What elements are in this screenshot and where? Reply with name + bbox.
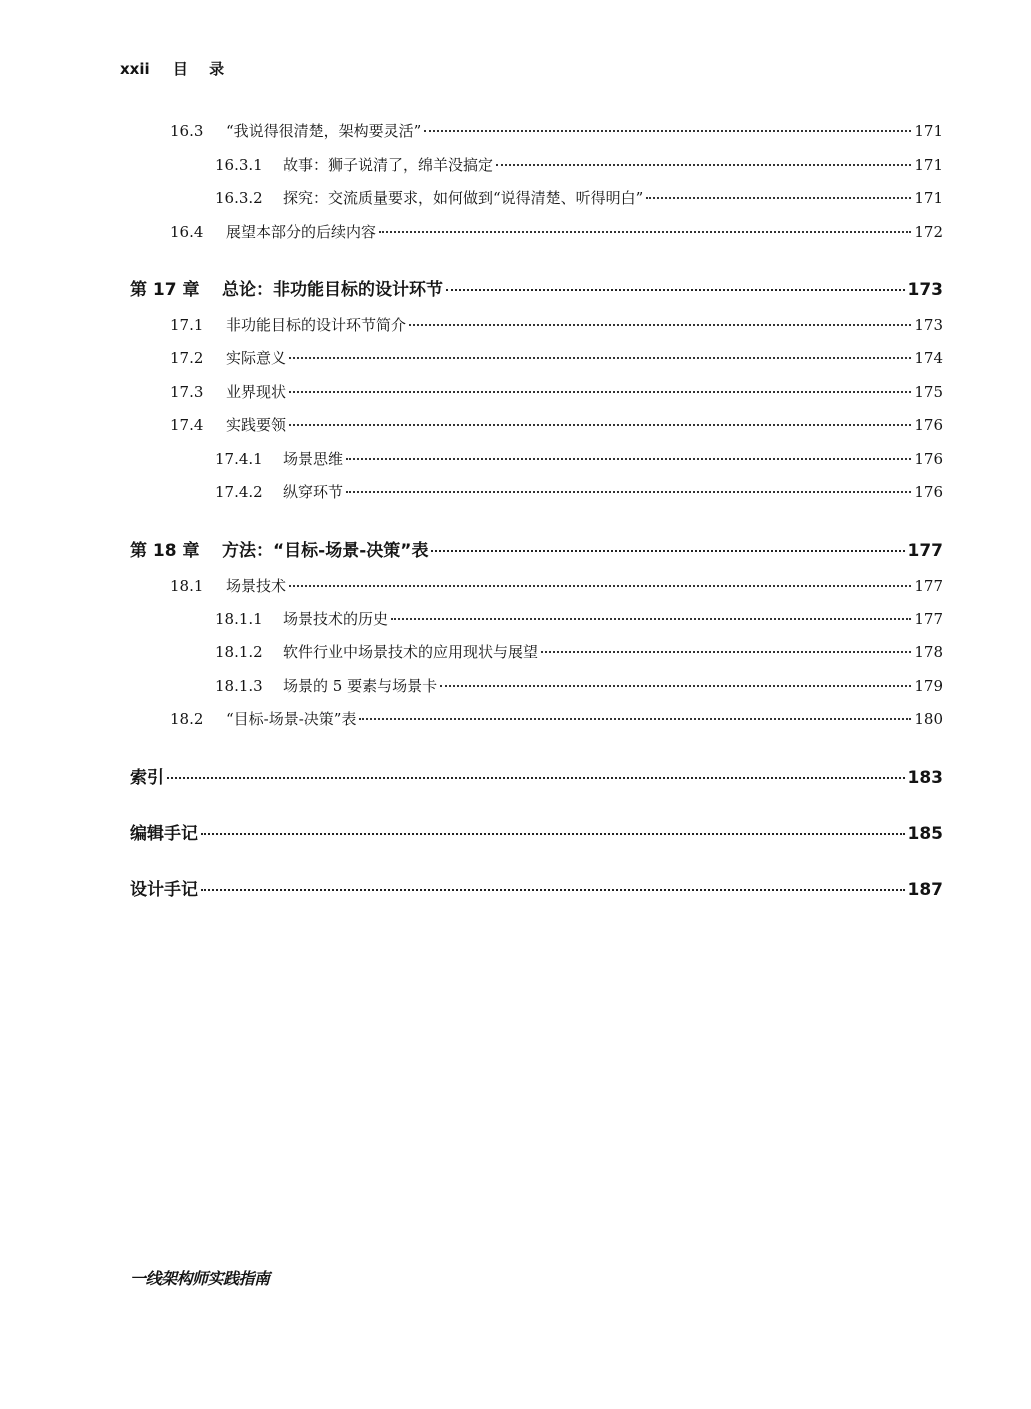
entry-number: 17.4.1 bbox=[215, 450, 263, 468]
dot-leader bbox=[379, 231, 911, 233]
toc-entry[interactable] bbox=[170, 347, 943, 368]
entry-number: 16.3 bbox=[170, 122, 204, 140]
toc-entry[interactable] bbox=[215, 187, 943, 208]
entry-number: 18.2 bbox=[170, 710, 204, 728]
entry-page: 175 bbox=[914, 383, 943, 401]
page-number: xxii bbox=[120, 60, 150, 78]
toc-entry[interactable] bbox=[215, 675, 943, 696]
toc-design-notes-entry[interactable] bbox=[130, 875, 943, 900]
toc-entry[interactable] bbox=[170, 221, 943, 242]
toc-entry[interactable] bbox=[170, 708, 943, 729]
entry-number: 17.3 bbox=[170, 383, 204, 401]
dot-leader bbox=[541, 651, 911, 653]
entry-number: 18.1 bbox=[170, 577, 204, 595]
chapter-page: 177 bbox=[907, 541, 943, 561]
entry-title: 探究：交流质量要求，如何做到“说得清楚、听得明白” bbox=[283, 189, 644, 207]
index-title: 索引 bbox=[130, 768, 164, 788]
dot-leader bbox=[289, 585, 911, 587]
toc-editor-notes-entry[interactable] bbox=[130, 819, 943, 844]
chapter-title: 总论：非功能目标的设计环节 bbox=[222, 280, 443, 300]
entry-title: 故事：狮子说清了，绵羊没搞定 bbox=[283, 156, 494, 174]
dot-leader bbox=[201, 889, 905, 891]
toc-chapter-entry[interactable] bbox=[130, 536, 943, 561]
page-header bbox=[120, 58, 232, 79]
toc-entry[interactable] bbox=[215, 154, 943, 175]
entry-page: 180 bbox=[914, 710, 943, 728]
dot-leader bbox=[346, 491, 911, 493]
toc-entry[interactable] bbox=[215, 448, 943, 469]
editor-notes-page: 185 bbox=[907, 824, 943, 844]
entry-title: 场景技术的历史 bbox=[283, 610, 389, 628]
entry-page: 174 bbox=[914, 349, 943, 367]
toc-entry[interactable] bbox=[170, 575, 943, 596]
design-notes-title: 设计手记 bbox=[130, 880, 198, 900]
running-title: 目 录 bbox=[172, 60, 233, 78]
dot-leader bbox=[201, 833, 905, 835]
entry-page: 172 bbox=[914, 223, 943, 241]
entry-title: 场景的 5 要素与场景卡 bbox=[283, 677, 438, 695]
editor-notes-title: 编辑手记 bbox=[130, 824, 198, 844]
design-notes-page: 187 bbox=[907, 880, 943, 900]
entry-title: 软件行业中场景技术的应用现状与展望 bbox=[283, 643, 539, 661]
entry-title: “目标-场景-决策”表 bbox=[226, 710, 357, 728]
entry-page: 176 bbox=[914, 483, 943, 501]
toc-entry[interactable] bbox=[170, 314, 943, 335]
toc-entry[interactable] bbox=[170, 414, 943, 435]
toc-chapter-entry[interactable] bbox=[130, 275, 943, 300]
chapter-number: 第 17 章 bbox=[130, 280, 200, 300]
entry-page: 176 bbox=[914, 416, 943, 434]
entry-page: 177 bbox=[914, 577, 943, 595]
toc-entry[interactable] bbox=[215, 481, 943, 502]
dot-leader bbox=[431, 550, 904, 552]
book-title-footer: 一线架构师实践指南 bbox=[130, 1269, 270, 1288]
dot-leader bbox=[289, 391, 911, 393]
entry-page: 171 bbox=[914, 189, 943, 207]
entry-number: 17.4 bbox=[170, 416, 204, 434]
dot-leader bbox=[409, 324, 911, 326]
entry-title: 业界现状 bbox=[226, 383, 287, 401]
dot-leader bbox=[359, 718, 911, 720]
toc-entry[interactable] bbox=[215, 608, 943, 629]
entry-number: 16.3.1 bbox=[215, 156, 263, 174]
entry-title: 展望本部分的后续内容 bbox=[226, 223, 377, 241]
dot-leader bbox=[167, 777, 905, 779]
entry-page: 171 bbox=[914, 156, 943, 174]
entry-number: 18.1.2 bbox=[215, 643, 263, 661]
entry-number: 16.4 bbox=[170, 223, 204, 241]
entry-title: 实际意义 bbox=[226, 349, 287, 367]
entry-title: 场景思维 bbox=[283, 450, 344, 468]
dot-leader bbox=[496, 164, 911, 166]
chapter-page: 173 bbox=[907, 280, 943, 300]
entry-page: 176 bbox=[914, 450, 943, 468]
entry-page: 177 bbox=[914, 610, 943, 628]
dot-leader bbox=[391, 618, 911, 620]
dot-leader bbox=[424, 130, 911, 132]
entry-page: 179 bbox=[914, 677, 943, 695]
dot-leader bbox=[446, 289, 905, 291]
dot-leader bbox=[346, 458, 911, 460]
chapter-number: 第 18 章 bbox=[130, 541, 200, 561]
entry-number: 17.4.2 bbox=[215, 483, 263, 501]
dot-leader bbox=[440, 685, 911, 687]
entry-title: 场景技术 bbox=[226, 577, 287, 595]
entry-page: 173 bbox=[914, 316, 943, 334]
dot-leader bbox=[646, 197, 911, 199]
toc-entry[interactable] bbox=[170, 381, 943, 402]
entry-title: 纵穿环节 bbox=[283, 483, 344, 501]
entry-number: 17.2 bbox=[170, 349, 204, 367]
entry-title: 实践要领 bbox=[226, 416, 287, 434]
toc-entry[interactable] bbox=[215, 641, 943, 662]
index-page: 183 bbox=[907, 768, 943, 788]
entry-number: 18.1.1 bbox=[215, 610, 263, 628]
entry-page: 171 bbox=[914, 122, 943, 140]
entry-number: 16.3.2 bbox=[215, 189, 263, 207]
entry-page: 178 bbox=[914, 643, 943, 661]
toc-entry[interactable] bbox=[170, 120, 943, 141]
chapter-title: 方法：“目标-场景-决策”表 bbox=[222, 541, 429, 561]
entry-number: 17.1 bbox=[170, 316, 204, 334]
toc-index-entry[interactable] bbox=[130, 763, 943, 788]
entry-number: 18.1.3 bbox=[215, 677, 263, 695]
dot-leader bbox=[289, 424, 911, 426]
entry-title: “我说得很清楚，架构要灵活” bbox=[226, 122, 422, 140]
dot-leader bbox=[289, 357, 911, 359]
entry-title: 非功能目标的设计环节简介 bbox=[226, 316, 407, 334]
